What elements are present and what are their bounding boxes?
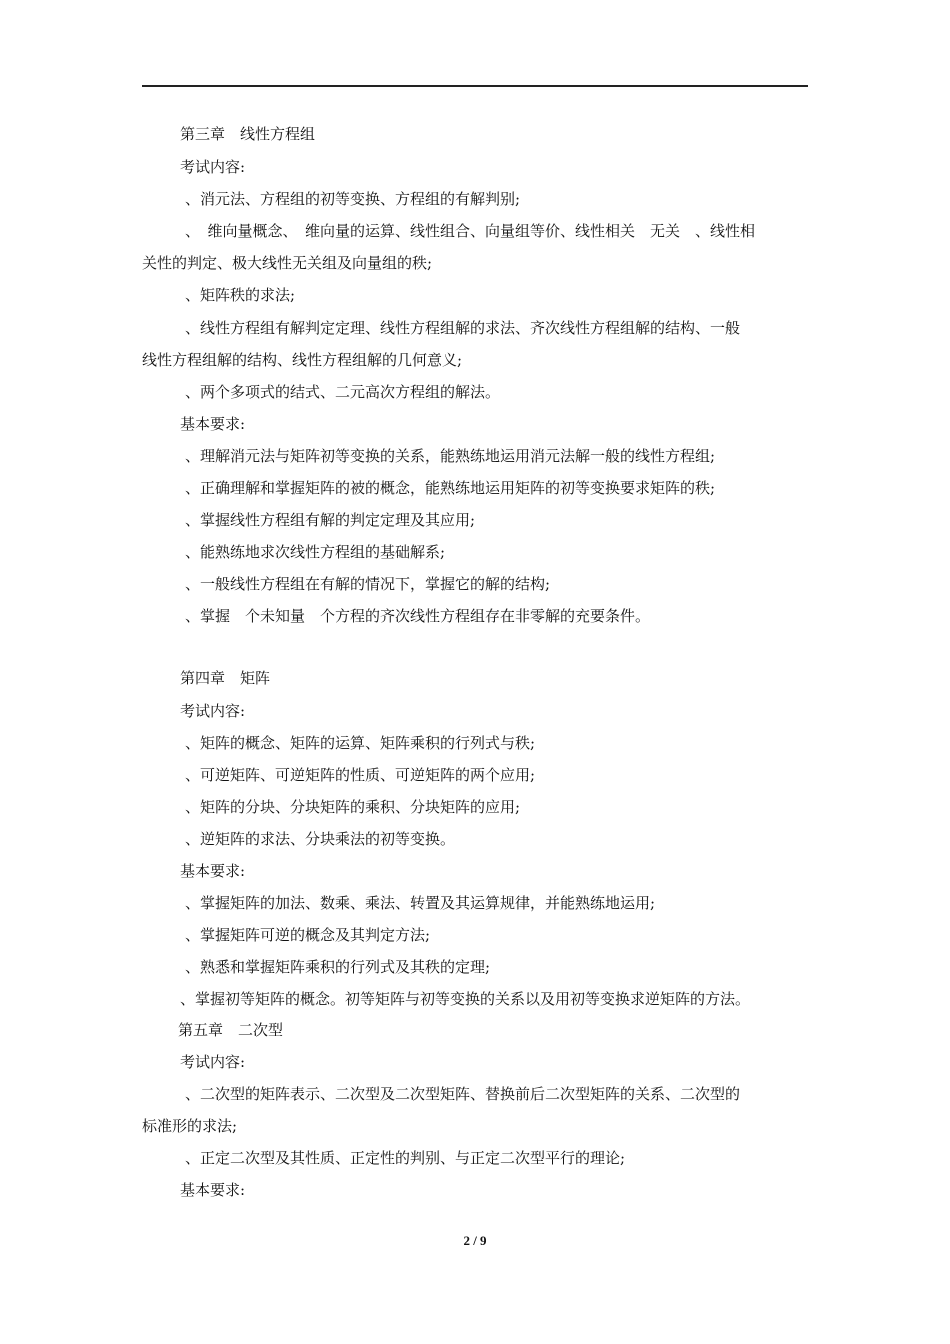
header-rule	[142, 85, 808, 87]
requirement-item: 、掌握初等矩阵的概念。初等矩阵与初等变换的关系以及用初等变换求逆矩阵的方法。	[180, 990, 751, 1008]
content-item: 、消元法、方程组的初等变换、方程组的有解判别;	[185, 190, 521, 208]
section-label: 考试内容:	[180, 702, 246, 720]
content-item-cont: 标准形的求法;	[142, 1117, 238, 1135]
chapter-title: 第三章 线性方程组	[180, 125, 316, 143]
requirement-item: 、掌握线性方程组有解的判定定理及其应用;	[185, 511, 476, 529]
content-item-cont: 关性的判定、极大线性无关组及向量组的秩;	[142, 254, 433, 272]
section-label: 考试内容:	[180, 158, 246, 176]
requirement-item: 、一般线性方程组在有解的情况下，掌握它的解的结构;	[185, 575, 551, 593]
content-item: 、矩阵秩的求法;	[185, 286, 296, 304]
content-item: 、逆矩阵的求法、分块乘法的初等变换。	[185, 830, 456, 848]
content-item: 、矩阵的分块、分块矩阵的乘积、分块矩阵的应用;	[185, 798, 521, 816]
content-item: 、 维向量概念、 维向量的运算、线性组合、向量组等价、线性相关 无关 、线性相	[185, 222, 756, 240]
section-label: 基本要求:	[180, 1181, 246, 1199]
content-item: 、可逆矩阵、可逆矩阵的性质、可逆矩阵的两个应用;	[185, 766, 536, 784]
section-label: 基本要求:	[180, 862, 246, 880]
requirement-item: 、掌握矩阵可逆的概念及其判定方法;	[185, 926, 431, 944]
chapter-title: 第四章 矩阵	[180, 669, 271, 687]
requirement-item: 、理解消元法与矩阵初等变换的关系，能熟练地运用消元法解一般的线性方程组;	[185, 447, 716, 465]
requirement-item: 、熟悉和掌握矩阵乘积的行列式及其秩的定理;	[185, 958, 491, 976]
requirement-item: 、掌握 个未知量 个方程的齐次线性方程组存在非零解的充要条件。	[185, 607, 651, 625]
content-item: 、两个多项式的结式、二元高次方程组的解法。	[185, 383, 501, 401]
content-item: 、二次型的矩阵表示、二次型及二次型矩阵、替换前后二次型矩阵的关系、二次型的	[185, 1085, 741, 1103]
chapter-title: 第五章 二次型	[178, 1021, 284, 1039]
requirement-item: 、掌握矩阵的加法、数乘、乘法、转置及其运算规律，并能熟练地运用;	[185, 894, 656, 912]
content-item: 、线性方程组有解判定定理、线性方程组解的求法、齐次线性方程组解的结构、一般	[185, 319, 741, 337]
page-number: 2 / 9	[463, 1233, 487, 1248]
content-item: 、正定二次型及其性质、正定性的判别、与正定二次型平行的理论;	[185, 1149, 626, 1167]
content-item: 、矩阵的概念、矩阵的运算、矩阵乘积的行列式与秩;	[185, 734, 536, 752]
requirement-item: 、正确理解和掌握矩阵的被的概念，能熟练地运用矩阵的初等变换要求矩阵的秩;	[185, 479, 716, 497]
content-item-cont: 线性方程组解的结构、线性方程组解的几何意义;	[142, 351, 463, 369]
section-label: 考试内容:	[180, 1053, 246, 1071]
section-label: 基本要求:	[180, 415, 246, 433]
requirement-item: 、能熟练地求次线性方程组的基础解系;	[185, 543, 446, 561]
